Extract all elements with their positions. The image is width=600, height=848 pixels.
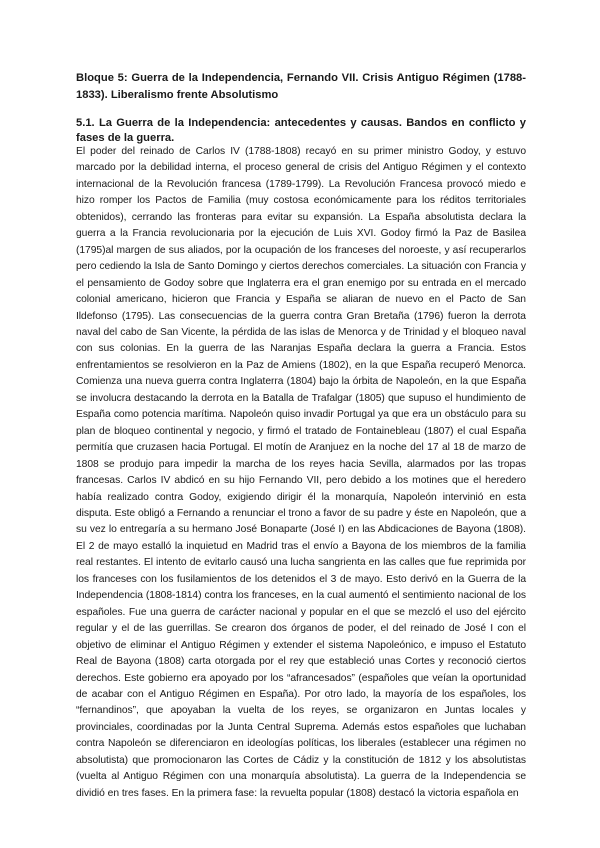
document-title: Bloque 5: Guerra de la Independencia, Fernando VII. Crisis Antiguo Régimen (1788-1833). Liberalismo frente Absolutismo xyxy=(76,72,526,101)
body-paragraph: El poder del reinado de Carlos IV (1788-1808) recayó en su primer ministro Godoy, y estuvo marcado por la debilidad interna, el proceso general de crisis del Antiguo Régimen y el contexto internacional de la Revolución francesa (1789-1799). La Revolución Francesa provocó miedo e hizo romper los Pactos de Familia (muy costosa económicamente para los réditos territoriales obtenidos), cerrando las fronteras para evitar su expansión. La España absolutista declara la guerra a la Francia revolucionaria por la ejecución de Luis XVI. Godoy firmó la Paz de Basilea (1795)al margen de sus aliados, por la ocupación de los franceses del noroeste, y así recuperarlos pero cediendo la Isla de Santo Domingo y ciertos derechos comerciales. La situación con Francia y el pensamiento de Godoy sobre que Inglaterra era el gran enemigo por su entrada en el mercado colonial americano, hicieron que Francia y España se aliaran de nuevo en el Pacto de San Ildefonso (1795). Las consecuencias de la guerra contra Gran Bretaña (1796) fueron la derrota naval del cabo de San Vicente, la pérdida de las islas de Menorca y de Trinidad y el bloqueo naval con sus colonias. En la guerra de las Naranjas España declara la guerra a Francia. Estos enfrentamientos se resolvieron en la Paz de Amiens (1802), en la que España recuperó Menorca. Comienza una nueva guerra contra Inglaterra (1804) bajo la órbita de Napoleón, en la que España se involucra destacando la derrota en la Batalla de Trafalgar (1805) que supuso el hundimiento de España como potencia marítima. Napoleón quiso invadir Portugal ya que era un obstáculo para su plan de bloqueo continental y negocio, y firmó el tratado de Fontainebleau (1807) el cual España permitía que cruzasen hacia Portugal. El motín de Aranjuez en la noche del 17 al 18 de marzo de 1808 se produjo para impedir la marcha de los reyes hacia Sevilla, alarmados por las tropas francesas. Carlos IV abdicó en su hijo Fernando VII, pero debido a los motines que el heredero había realizado contra Godoy, exigiendo dirigir él la monarquía, Napoleón intervinió en esta disputa. Este obligó a Fernando a renunciar el trono a favor de su padre y éste en Napoleón, que a su vez lo entregaría a su hermano José Bonaparte (José I) en las Abdicaciones de Bayona (1808). El 2 de mayo estalló la inquietud en Madrid tras el envío a Bayona de los miembros de la familia real restantes. El intento de evitarlo causó una lucha sangrienta en las calles que fue reprimida por los franceses con los fusilamientos de los detenidos el 3 de mayo. Esto derivó en la Guerra de la Independencia (1808-1814) contra los franceses, en la cual aumentó el sentimiento nacional de los españoles. Fue una guerra de carácter nacional y popular en el que se mezcló el uso del ejército regular y el de las guerrillas. Se crearon dos órganos de poder, el del reinado de José I con el objetivo de eliminar el Antiguo Régimen y extender el sistema Napoleónico, e impuso el Estatuto Real de Bayona (1808) carta otorgada por el rey que estableció unas Cortes y reconoció ciertos derechos. Este gobierno era apoyado por los “afrancesados” (españoles que veían la oportunidad de acabar con el Antiguo Régimen en España). Por otro lado, la mayoría de los españoles, los “fernandinos”, que apoyaban la vuelta de los reyes, se organizaron en Juntas locales y provinciales, coordinadas por la Junta Central Suprema. Además estos españoles que luchaban contra Napoleón se diferenciaron en ideologías políticas, los liberales (establecer una régimen no absolutista) que promocionaron las Cortes de Cádiz y la constitución de 1812 y los absolutistas (vuelta al Antiguo Régimen con una monarquía absolutista). La guerra de la Independencia se dividió en tres fases. En la primera fase: la revuelta popular (1808) destacó la victoria española en xyxy=(76,146,526,799)
section-heading: 5.1. La Guerra de la Independencia: antecedentes y causas. Bandos en conflicto y fases de la guerra. xyxy=(76,117,526,144)
